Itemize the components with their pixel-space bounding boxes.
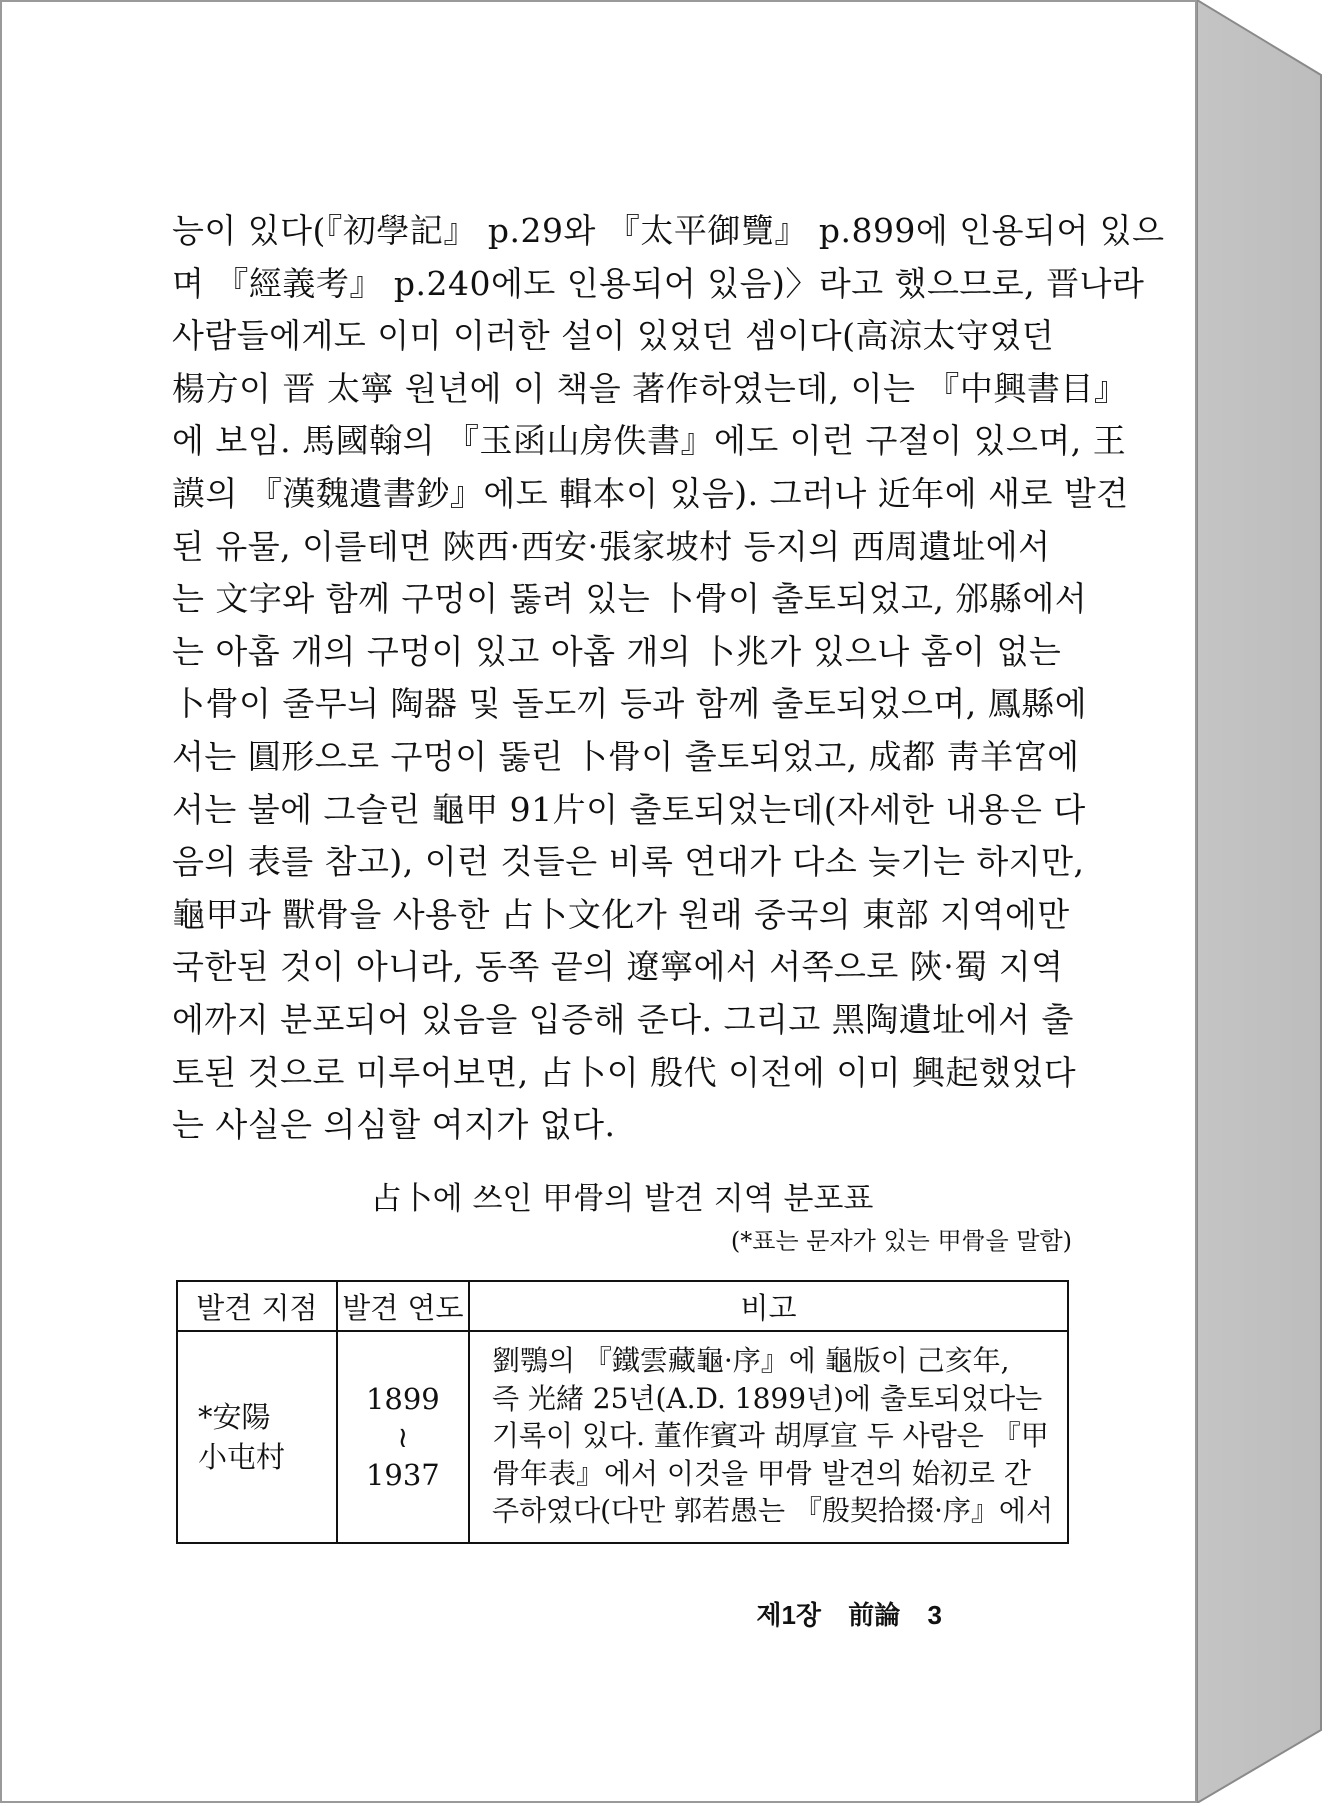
text-line: 는 文字와 함께 구멍이 뚫려 있는 卜骨이 출토되었고, 邠縣에서 xyxy=(172,579,1088,619)
text-line: 謨의 『漢魏遺書鈔』에도 輯本이 있음). 그러나 近年에 새로 발견 xyxy=(172,473,1129,513)
site-line: *安陽 xyxy=(198,1399,271,1434)
text-line: 에까지 분포되어 있음을 입증해 준다. 그리고 黑陶遺址에서 출 xyxy=(172,999,1074,1039)
note-cell xyxy=(469,1331,1068,1543)
text-line: 卜骨이 줄무늬 陶器 및 돌도끼 등과 함께 출토되었으며, 鳳縣에 xyxy=(172,684,1088,724)
text-line: 는 사실은 의심할 여지가 없다. xyxy=(172,1105,616,1145)
running-footer xyxy=(736,1595,942,1635)
text-line: 에 보임. 馬國翰의 『玉函山房佚書』에도 이런 구절이 있으며, 王 xyxy=(172,421,1127,461)
table-header-row xyxy=(177,1281,1068,1331)
note-line: 劉鶚의 『鐵雲藏龜·序』에 龜版이 己亥年, xyxy=(491,1344,1010,1377)
text-line: 사람들에게도 이미 이러한 설이 있었던 셈이다(高涼太守였던 xyxy=(172,316,1055,356)
header-site: 발견 지점 xyxy=(177,1281,337,1331)
header-note: 비고 xyxy=(469,1281,1068,1331)
note-line: 즉 光緒 25년(A.D. 1899년)에 출토되었다는 xyxy=(491,1381,1043,1415)
table-title: 占卜에 쓰인 甲骨의 발견 지역 분포표 xyxy=(370,1181,874,1217)
note-line: 骨年表』에서 이것을 甲骨 발견의 始初로 간 xyxy=(491,1456,1031,1490)
note-line: 기록이 있다. 董作賓과 胡厚宣 두 사람은 『甲 xyxy=(491,1419,1049,1452)
text-line: 토된 것으로 미루어보면, 占卜이 殷代 이전에 이미 興起했었다 xyxy=(172,1052,1077,1092)
footer-section: 前論 xyxy=(848,1600,901,1630)
year-start: 1899 xyxy=(365,1381,440,1416)
site-line: 小屯村 xyxy=(198,1439,286,1474)
year-separator: ≀ xyxy=(397,1419,409,1454)
text-line: 며 『經義考』 p.240에도 인용되어 있음)〉라고 했으므로, 晋나라 xyxy=(172,263,1145,303)
text-line: 楊方이 晋 太寧 원년에 이 책을 著作하였는데, 이는 『中興書目』 xyxy=(172,368,1128,408)
text-line: 음의 表를 참고), 이런 것들은 비록 연대가 다소 늦기는 하지만, xyxy=(172,842,1085,882)
footer-chapter: 제1장 xyxy=(756,1600,822,1630)
year-cell xyxy=(337,1331,469,1543)
header-year: 발견 연도 xyxy=(337,1281,469,1331)
year-end: 1937 xyxy=(365,1457,440,1492)
distribution-table xyxy=(176,1280,1069,1544)
body-paragraph xyxy=(172,205,1165,1152)
text-line: 龜甲과 獸骨을 사용한 占卜文化가 원래 중국의 東部 지역에만 xyxy=(172,894,1070,934)
page-number: 3 xyxy=(927,1600,942,1630)
text-line: 된 유물, 이를테면 陝西·西安·張家坡村 등지의 西周遺址에서 xyxy=(172,526,1051,566)
book-edge xyxy=(1197,0,1329,1803)
text-line: 국한된 것이 아니라, 동쪽 끝의 遼寧에서 서쪽으로 陝·蜀 지역 xyxy=(172,947,1064,987)
text-line: 는 아홉 개의 구멍이 있고 아홉 개의 卜兆가 있으나 홈이 없는 xyxy=(172,631,1062,671)
text-line: 서는 圓形으로 구멍이 뚫린 卜骨이 출토되었고, 成都 靑羊宮에 xyxy=(172,736,1080,776)
site-cell xyxy=(177,1331,337,1543)
table-row xyxy=(177,1331,1068,1543)
text-line: 능이 있다(『初學記』 p.29와 『太平御覽』 p.899에 인용되어 있으 xyxy=(172,211,1165,250)
text-line: 서는 불에 그슬린 龜甲 91片이 출토되었는데(자세한 내용은 다 xyxy=(172,789,1086,829)
note-line: 주하였다(다만 郭若愚는 『殷契拾掇·序』에서 xyxy=(491,1494,1053,1527)
table-note: (*표는 문자가 있는 甲骨을 말함) xyxy=(730,1227,1072,1255)
